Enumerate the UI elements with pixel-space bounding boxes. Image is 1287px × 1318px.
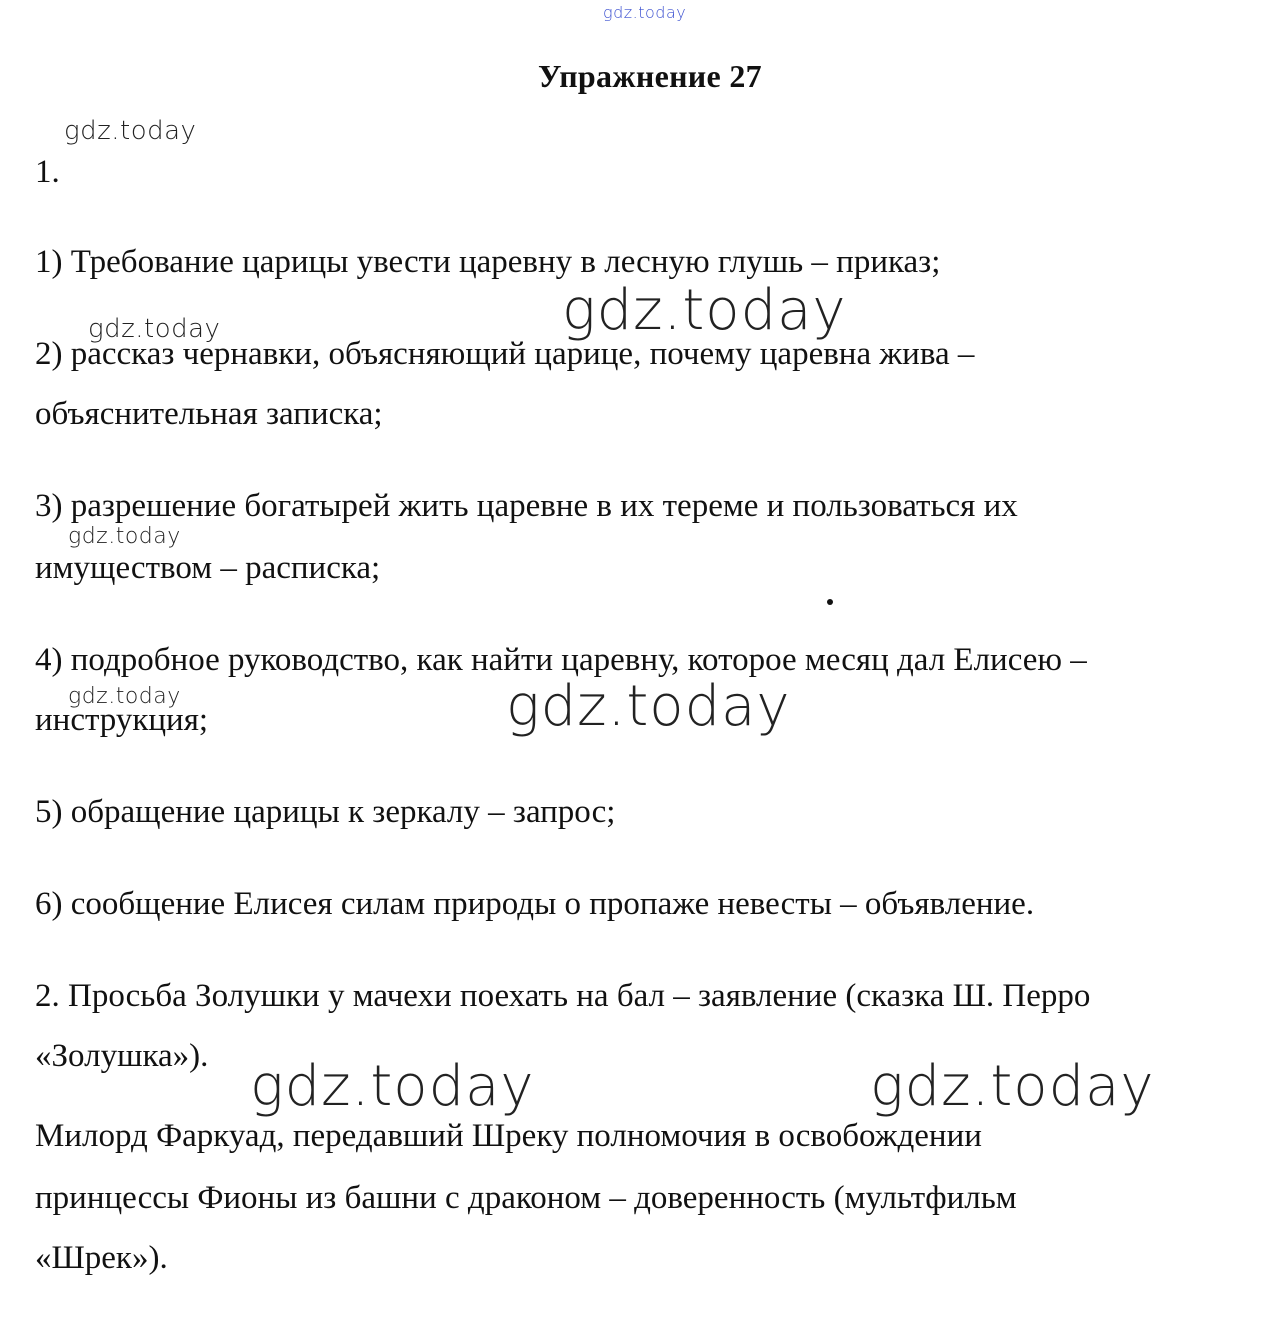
page-title: Упражнение 27	[538, 58, 762, 94]
watermark: gdz.today	[68, 524, 181, 549]
part2-line-5: «Шрек»).	[35, 1240, 168, 1276]
stray-dot	[827, 599, 833, 605]
item-4-line-2: инструкция;	[35, 702, 209, 738]
watermark: gdz.today	[870, 1054, 1155, 1119]
item-3-line-2: имуществом – расписка;	[35, 550, 381, 586]
part2-line-4: принцессы Фионы из башни с драконом – доверенность (мультфильм	[35, 1180, 1017, 1216]
watermark: gdz.today	[506, 674, 791, 739]
part2-line-1: 2. Просьба Золушки у мачехи поехать на бал – заявление (сказка Ш. Перро	[35, 978, 1091, 1014]
item-2-line-1: 2) рассказ чернавки, объясняющий царице, почему царевна жива –	[35, 336, 975, 372]
item-6: 6) сообщение Елисея силам природы о пропаже невесты – объявление.	[35, 886, 1035, 922]
watermark: gdz.today	[68, 684, 181, 709]
item-4-line-1: 4) подробное руководство, как найти царевну, которое месяц дал Елисею –	[35, 642, 1087, 678]
watermark: gdz.today	[88, 314, 221, 344]
watermark-top: gdz.today	[603, 3, 687, 22]
item-3-line-1: 3) разрешение богатырей жить царевне в их тереме и пользоваться их	[35, 488, 1018, 524]
item-5: 5) обращение царицы к зеркалу – запрос;	[35, 794, 616, 830]
item-1: 1) Требование царицы увести царевну в лесную глушь – приказ;	[35, 244, 941, 280]
part1-number: 1.	[35, 154, 60, 190]
watermark: gdz.today	[64, 116, 197, 146]
watermark: gdz.today	[562, 278, 847, 343]
watermark: gdz.today	[250, 1054, 535, 1119]
part2-line-2: «Золушка»).	[35, 1038, 209, 1074]
part2-line-3: Милорд Фаркуад, передавший Шреку полномочия в освобождении	[35, 1118, 982, 1154]
item-2-line-2: объяснительная записка;	[35, 396, 383, 432]
